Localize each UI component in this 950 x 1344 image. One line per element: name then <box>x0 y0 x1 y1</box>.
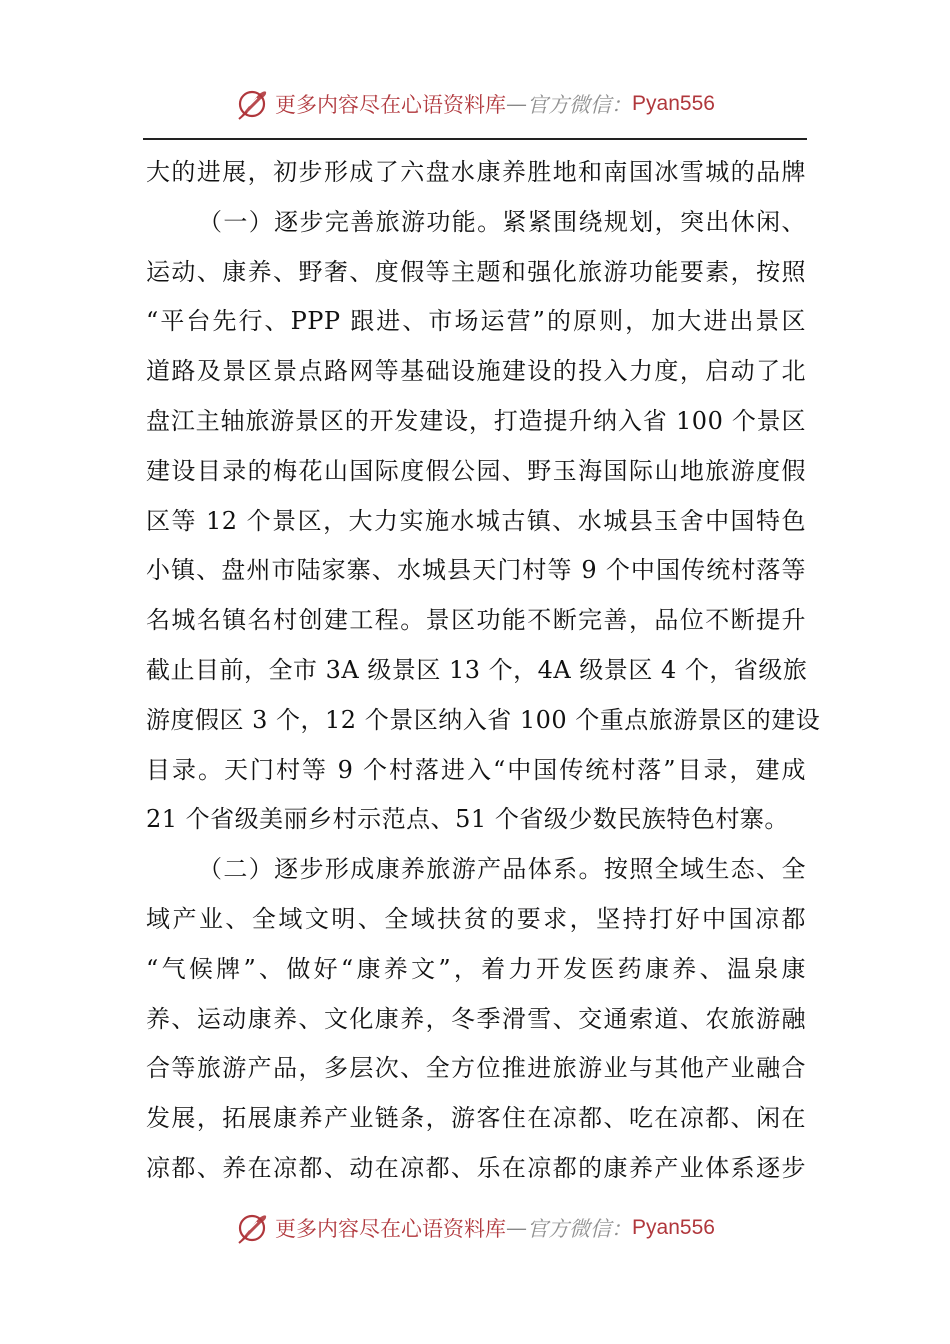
body-line: 合等旅游产品，多层次、全方位推进旅游业与其他产业融合 <box>146 1054 806 1083</box>
body-line: “气候牌”、做好“康养文”，着力开发医药康养、温泉康 <box>146 954 806 983</box>
body-line: 建设目录的梅花山国际度假公园、野玉海国际山地旅游度假 <box>146 456 806 485</box>
body-line: “平台先行、PPP 跟进、市场运营”的原则，加大进出景区 <box>146 307 806 336</box>
body-line: 盘江主轴旅游景区的开发建设，打造提升纳入省 100 个景区 <box>146 406 806 435</box>
body-line: 域产业、全域文明、全域扶贫的要求，坚持打好中国凉都 <box>146 904 806 933</box>
document-body <box>146 148 821 1194</box>
header-brand-text: 更多内容尽在心语资料库 <box>275 93 507 117</box>
footer-brand-text: 更多内容尽在心语资料库 <box>275 1217 507 1241</box>
footer-dash: — <box>506 1216 528 1240</box>
footer-banner <box>0 1208 950 1248</box>
body-line: 凉都、养在凉都、动在凉都、乐在凉都的康养产业体系逐步 <box>146 1153 806 1182</box>
section-heading-line: （二）逐步形成康养旅游产品体系。按照全域生态、全 <box>198 855 806 884</box>
body-line: 道路及景区景点路网等基础设施建设的投入力度，启动了北 <box>146 357 806 386</box>
body-line: 目录。天门村等 9 个村落进入“中国传统村落”目录，建成 <box>146 755 806 784</box>
body-line: 21 个省级美丽乡村示范点、51 个省级少数民族特色村寨。 <box>146 805 789 834</box>
body-line: 小镇、盘州市陆家寨、水城县天门村等 9 个中国传统村落等 <box>146 556 806 585</box>
header-wechat-id: Pyan556 <box>632 92 715 115</box>
body-line: 养、运动康养、文化康养，冬季滑雪、交通索道、农旅游融 <box>146 1004 806 1033</box>
header-dash: — <box>506 92 528 116</box>
footer-wechat-id: Pyan556 <box>632 1216 715 1239</box>
header-official-label: 官方微信： <box>527 93 633 117</box>
header-divider <box>143 138 807 140</box>
section-heading-line: （一）逐步完善旅游功能。紧紧围绕规划，突出休闲、 <box>198 207 806 236</box>
body-line: 大的进展，初步形成了六盘水康养胜地和南国冰雪城的品牌 <box>146 158 806 186</box>
header-banner <box>0 84 950 124</box>
footer-official-label: 官方微信： <box>527 1217 633 1241</box>
body-line: 名城名镇名村创建工程。景区功能不断完善，品位不断提升 <box>146 606 806 635</box>
body-line: 截止目前，全市 3A 级景区 13 个，4A 级景区 4 个，省级旅 <box>146 655 808 684</box>
body-line: 区等 12 个景区，大力实施水城古镇、水城县玉舍中国特色 <box>146 506 806 535</box>
feather-pen-icon <box>235 86 271 122</box>
body-line: 运动、康养、野奢、度假等主题和强化旅游功能要素，按照 <box>146 257 806 286</box>
body-line: 游度假区 3 个，12 个景区纳入省 100 个重点旅游景区的建设 <box>146 705 821 734</box>
feather-pen-icon <box>235 1210 271 1246</box>
body-line: 发展，拓展康养产业链条，游客住在凉都、吃在凉都、闲在 <box>146 1104 806 1133</box>
